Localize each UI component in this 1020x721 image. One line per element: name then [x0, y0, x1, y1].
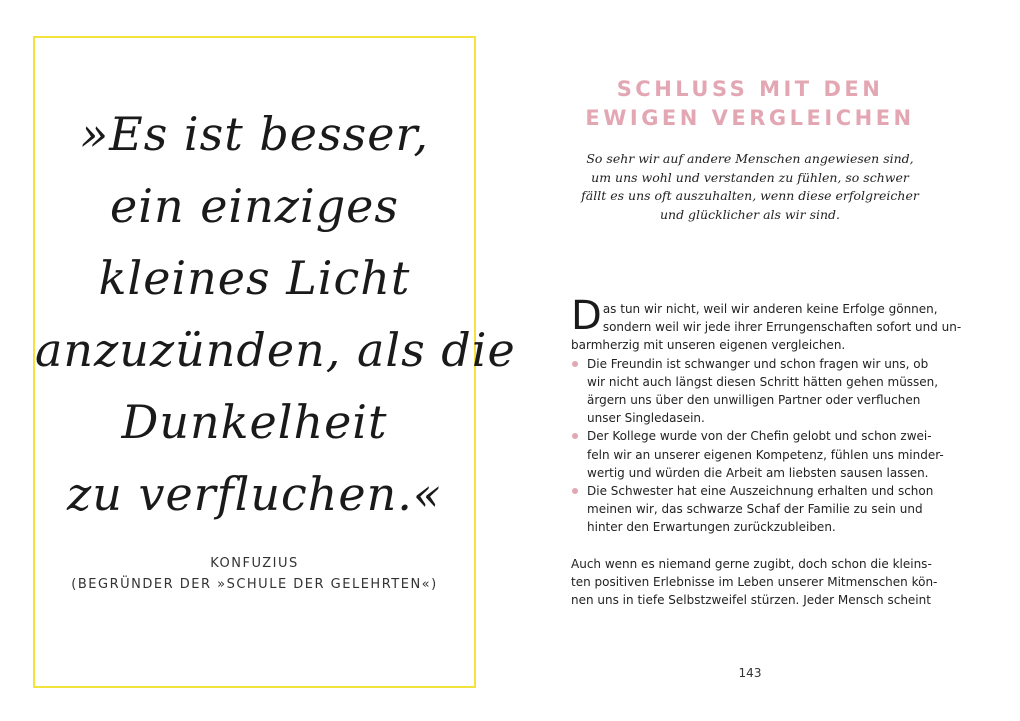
- text-line: Die Freundin ist schwanger und schon fragen wir uns, ob: [587, 356, 929, 371]
- chapter-title: [560, 75, 940, 133]
- quote-author: KONFUZIUS: [210, 556, 299, 571]
- text-line: meinen wir, das schwarze Schaf der Familie zu sein und: [587, 502, 923, 517]
- text-line: ten positiven Erlebnisse im Leben unserer Mitmenschen kön-: [571, 574, 938, 589]
- bullet-item: [571, 355, 939, 428]
- text-line: wir nicht auch längst diesen Schritt hätten gehen müssen,: [587, 374, 939, 389]
- intro-line: So sehr wir auf andere Menschen angewiesen sind,: [586, 151, 914, 166]
- text-line: hinter den Erwartungen zurückzubleiben.: [587, 520, 836, 535]
- quote-line: zu verfluchen.«: [66, 467, 443, 521]
- bullet-item: [571, 482, 934, 537]
- quote-line: kleines Licht: [98, 251, 411, 305]
- text-line: sondern weil wir jede ihrer Errungenschaften sofort und un-: [602, 320, 962, 335]
- text-line: unser Singledasein.: [587, 411, 705, 426]
- chapter-title-line: SCHLUSS MIT DEN: [616, 77, 884, 101]
- chapter-title-line: EWIGEN VERGLEICHEN: [585, 106, 915, 130]
- quote-line: ein einziges: [110, 179, 399, 233]
- body-text: [571, 293, 962, 609]
- text-line: nen uns in tiefe Selbstzweifel stürzen. Jeder Mensch scheint: [571, 593, 931, 608]
- text-line: barmherzig mit unseren eigenen vergleichen.: [571, 338, 846, 353]
- paragraph: [571, 293, 962, 355]
- quote-frame: [33, 36, 516, 688]
- text-line: wertig und würden die Arbeit am liebsten sausen lassen.: [587, 465, 929, 480]
- text-line: feln wir an unserer eigenen Kompetenz, fühlen uns minder-: [587, 447, 944, 462]
- text-line: ärgern uns über den unwilligen Partner oder verfluchen: [587, 393, 921, 408]
- paragraph: [571, 555, 938, 610]
- text-line: Auch wenn es niemand gerne zugibt, doch schon die kleins-: [571, 556, 932, 571]
- page-number: 143: [738, 666, 762, 680]
- intro-line: und glücklicher als wir sind.: [659, 206, 841, 222]
- text-line: Der Kollege wurde von der Chefin gelobt und schon zwei-: [587, 429, 932, 444]
- intro-line: fällt es uns oft auszuhalten, wenn diese erfolgreicher: [581, 188, 919, 203]
- text-line: Die Schwester hat eine Auszeichnung erhalten und schon: [587, 484, 934, 499]
- bullet-list: [571, 355, 944, 537]
- text-line: as tun wir nicht, weil wir anderen keine Erfolge gönnen,: [602, 302, 938, 316]
- drop-cap: D: [571, 293, 602, 339]
- quote-line: Dunkelheit: [121, 395, 388, 449]
- quote-author-note: (BEGRÜNDER DER »SCHULE DER GELEHRTEN«): [71, 577, 438, 592]
- quote-attribution: [35, 553, 474, 595]
- intro-line: um uns wohl und verstanden zu fühlen, so schwer: [591, 169, 909, 185]
- chapter-intro: [560, 150, 940, 224]
- quote-line: »Es ist besser,: [79, 107, 430, 161]
- quote-line: anzuzünden, als die: [35, 323, 516, 377]
- bullet-item: [571, 427, 944, 482]
- quote-text: [35, 98, 516, 530]
